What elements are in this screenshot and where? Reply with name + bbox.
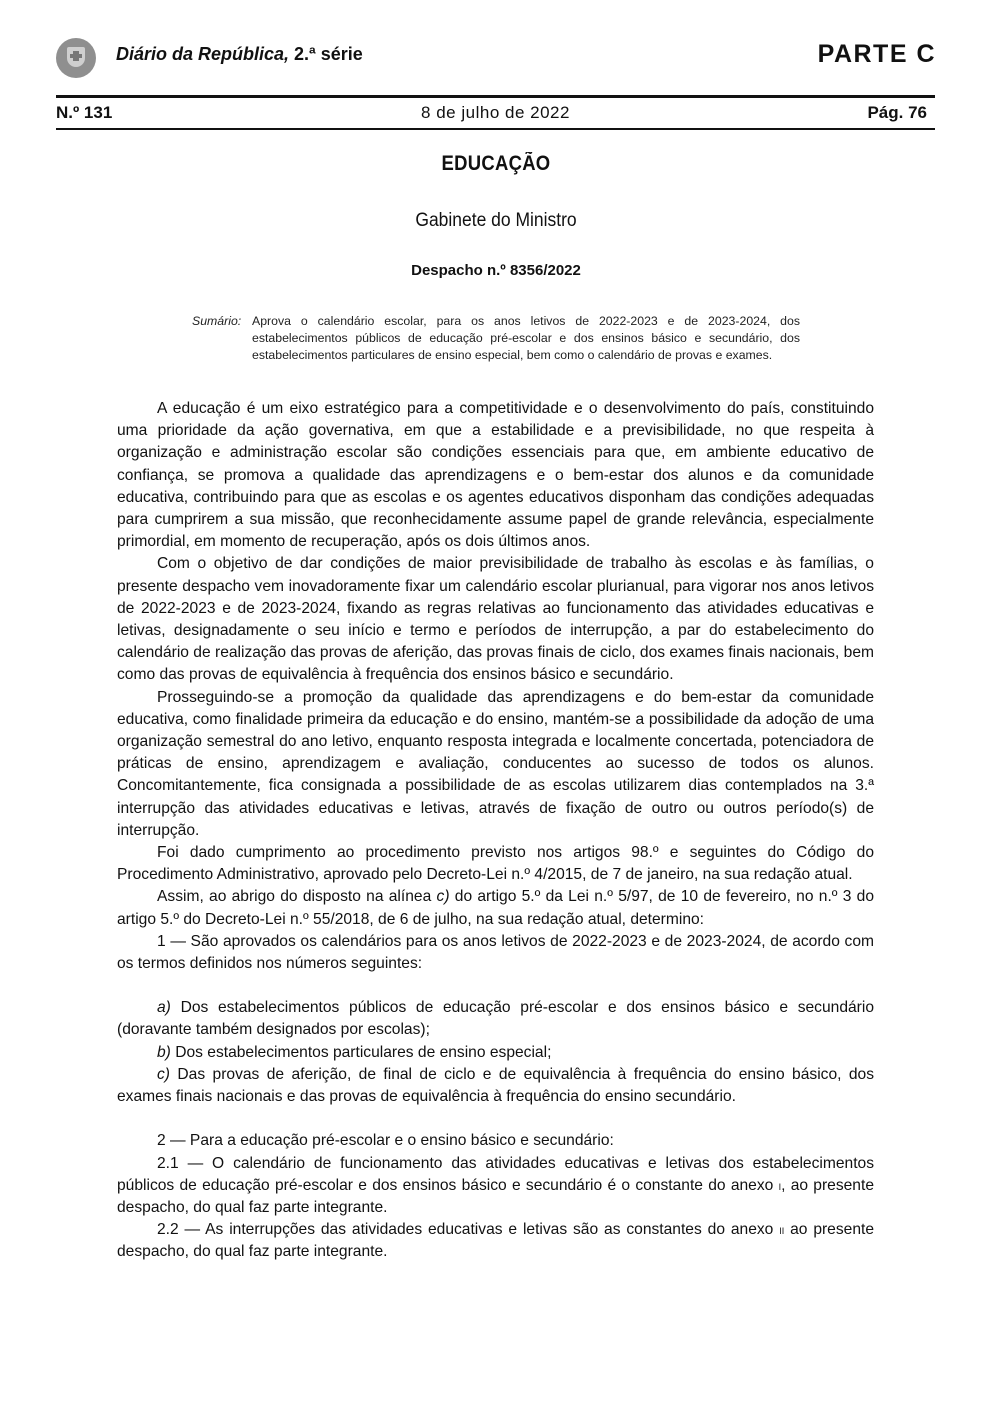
item-1: 1 — São aprovados os calendários para os anos letivos de 2022-2023 e de 2023-2024, de acordo com os termos definidos nos números seguintes: <box>117 932 874 973</box>
journal-name: Diário da República, <box>116 44 290 64</box>
summary-block <box>192 313 800 365</box>
header-top-rule <box>56 95 935 98</box>
paragraph: Foi dado cumprimento ao procedimento previsto nos artigos 98.º e seguintes do Código do Procedimento Administrativo, aprovado pelo Decreto-Lei n.º 4/2015, de 7 de janeiro, na sua redação atual. <box>117 844 874 884</box>
paragraph: A educação é um eixo estratégico para a competitividade e o desenvolvimento do país, constituindo uma prioridade da ação governativa, em que a estabilidade e a previsibilidade, no que respeita à organização e administração escolar são condições essenciais para que, em ambiente educativo de confiança, se promova a qualidade das aprendizagens e o bem-estar dos alunos e da comunidade educativa, contribuindo para que as escolas e os agentes educativos disponham das condições adequadas para cumprirem a sua missão, que reconhecidamente assume papel de grande relevância, especialmente primordial, em momento de recuperação, após os dois últimos anos. <box>117 400 874 551</box>
item-2-2: 2.2 — As interrupções das atividades educativas e letivas são as constantes do anexo ii ao presente despacho, do qual faz parte integrante. <box>117 1221 874 1261</box>
document-body <box>117 398 874 1264</box>
paragraph-legal-basis: Assim, ao abrigo do disposto na alínea c) do artigo 5.º da Lei n.º 5/97, de 10 de fevereiro, no n.º 3 do artigo 5.º do Decreto-Lei n.º 55/2018, de 6 de julho, na sua redação atual, determino: <box>117 888 874 928</box>
document-title: Despacho n.º 8356/2022 <box>411 262 581 279</box>
item-2-1: 2.1 — O calendário de funcionamento das atividades educativas e letivas dos estabelecimentos públicos de educação pré-escolar e dos ensinos básico e secundário é o constante do anexo i, ao presente despacho, do qual faz parte integrante. <box>117 1154 874 1216</box>
masthead <box>56 34 936 78</box>
subitem-a: a) Dos estabelecimentos públicos de educação pré-escolar e dos ensinos básico e secundário (doravante também designados por escolas); <box>117 999 874 1039</box>
journal-title <box>116 44 363 65</box>
journal-series: 2.ª série <box>289 44 363 64</box>
office-heading: Gabinete do Ministro <box>415 210 577 231</box>
paragraph: Prosseguindo-se a promoção da qualidade das aprendizagens e do bem-estar da comunidade educativa, como finalidade primeira da educação e do ensino, mantém-se a possibilidade da adoção de uma organização semestral do ano letivo, enquanto resposta integrada e localmente concertada, potenciadora de práticas de ensino, aprendizagem e avaliação, conducentes ao sucesso de todos os alunos. Concomitantemente, fica consignada a possibilidade de as escolas utilizarem dias contemplados na 3.ª interrupção das atividades educativas e letivas, através de fixação de outro ou outros período(s) de interrupção. <box>117 688 874 839</box>
summary-text: Aprova o calendário escolar, para os anos letivos de 2022-2023 e de 2023-2024, dos estabelecimentos públicos de educação pré-escolar e dos ensinos básico e secundário, dos estabelecimentos particulares de ensino especial, bem como o calendário de provas e exames. <box>252 314 800 363</box>
issue-date: 8 de julho de 2022 <box>421 103 570 122</box>
item-2: 2 — Para a educação pré-escolar e o ensino básico e secundário: <box>157 1132 614 1150</box>
summary-label: Sumário: <box>192 314 242 328</box>
page-number: Pág. 76 <box>867 103 927 122</box>
coat-of-arms-icon <box>56 38 96 78</box>
part-label: PARTE C <box>817 40 936 68</box>
subitem-c: c) Das provas de aferição, de final de ciclo e de equivalência à frequência do ensino básico, dos exames finais nacionais e das provas de equivalência à frequência do ensino secundário. <box>117 1065 874 1106</box>
ministry-heading: EDUCAÇÃO <box>441 152 551 175</box>
issue-info-bar <box>56 101 935 125</box>
subitem-b: b) Dos estabelecimentos particulares de ensino especial; <box>157 1043 552 1061</box>
header-bottom-rule <box>56 128 935 130</box>
paragraph: Com o objetivo de dar condições de maior previsibilidade de trabalho às escolas e às famílias, o presente despacho vem inovadoramente fixar um calendário escolar plurianual, para vigorar nos anos letivos de 2022-2023 e de 2023-2024, fixando as regras relativas ao funcionamento das atividades educativas e letivas, designadamente o seu início e termo e períodos de interrupção, a par do estabelecimento do calendário de realização das provas de aferição, das provas finais de ciclo, dos exames finais nacionais, bem como das provas de equivalência à frequência dos ensinos básico e secundário. <box>117 555 874 684</box>
issue-number: N.º 131 <box>56 103 113 122</box>
